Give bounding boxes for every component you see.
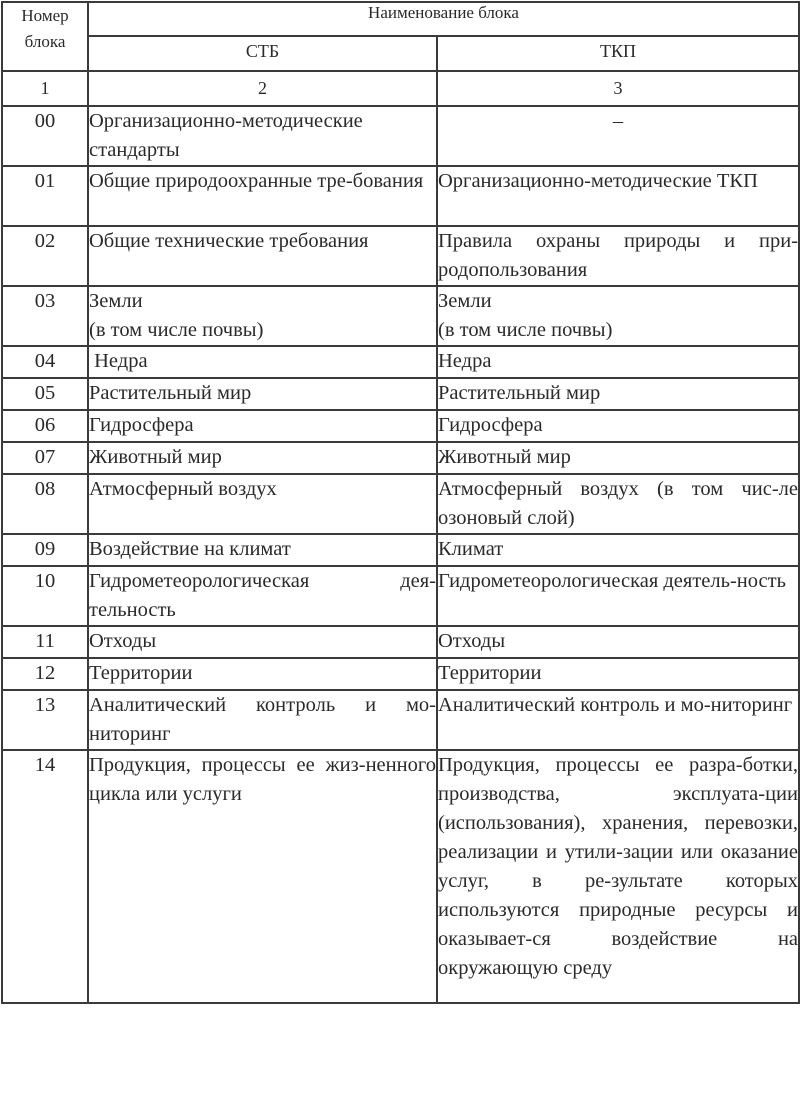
block-code: 02: [2, 226, 88, 286]
table-row: [2, 410, 799, 442]
block-stb: Аналитический контроль и мо-ниторинг: [88, 690, 437, 750]
block-stb: Гидрометеорологическая дея-тельность: [88, 566, 437, 626]
blocks-table: [1, 1, 800, 1004]
block-tkp: Продукция, процессы ее разра-ботки, производства, эксплуата-ции (использования), хранения, перевозки, реализации и утили-зации или оказание услуг, в ре-зультате которых используются природные ресурсы и оказывает-ся воздействие на окружающую среду: [437, 750, 799, 1003]
header-row: [2, 2, 799, 36]
block-tkp: Атмосферный воздух (в том чис-ле озоновый слой): [437, 474, 799, 534]
table-row: [2, 346, 799, 378]
block-stb: Растительный мир: [88, 378, 437, 410]
block-tkp: Недра: [437, 346, 799, 378]
table-row: [2, 566, 799, 626]
table-row: [2, 690, 799, 750]
column-index: 2: [88, 71, 437, 106]
block-code: 08: [2, 474, 88, 534]
column-index-row: [2, 71, 799, 106]
block-tkp: –: [437, 106, 799, 166]
block-code: 09: [2, 534, 88, 566]
block-code: 06: [2, 410, 88, 442]
block-stb: Территории: [88, 658, 437, 690]
block-tkp: Гидрометеорологическая деятель-ность: [437, 566, 799, 626]
table-row: [2, 442, 799, 474]
block-tkp: Организационно-методические ТКП: [437, 166, 799, 226]
block-stb: Животный мир: [88, 442, 437, 474]
subheader-row: [2, 36, 799, 71]
block-code: 13: [2, 690, 88, 750]
block-tkp: Аналитический контроль и мо-ниторинг: [437, 690, 799, 750]
block-code: 01: [2, 166, 88, 226]
block-code: 07: [2, 442, 88, 474]
block-tkp: Растительный мир: [437, 378, 799, 410]
block-tkp: Территории: [437, 658, 799, 690]
block-stb: Организационно-методические стандарты: [88, 106, 437, 166]
table-row: [2, 626, 799, 658]
block-tkp: Гидросфера: [437, 410, 799, 442]
block-stb: Общие природоохранные тре-бования: [88, 166, 437, 226]
block-tkp: Земли (в том числе почвы): [437, 286, 799, 346]
block-stb: Недра: [88, 346, 437, 378]
block-code: 10: [2, 566, 88, 626]
header-name: Наименование блока: [88, 2, 799, 36]
block-stb: Земли (в том числе почвы): [88, 286, 437, 346]
block-code: 00: [2, 106, 88, 166]
table-row: [2, 286, 799, 346]
table-row: [2, 166, 799, 226]
table-row: [2, 658, 799, 690]
block-code: 14: [2, 750, 88, 1003]
block-stb: Общие технические требования: [88, 226, 437, 286]
block-code: 12: [2, 658, 88, 690]
header-number: Номер блока: [2, 2, 88, 71]
table-row: [2, 226, 799, 286]
column-index: 3: [437, 71, 799, 106]
block-stb: Атмосферный воздух: [88, 474, 437, 534]
block-stb: Продукция, процессы ее жиз-ненного цикла или услуги: [88, 750, 437, 1003]
header-stb: СТБ: [88, 36, 437, 71]
table-row: [2, 474, 799, 534]
column-index: 1: [2, 71, 88, 106]
block-code: 03: [2, 286, 88, 346]
table-row: [2, 750, 799, 1003]
block-tkp: Животный мир: [437, 442, 799, 474]
table-row: [2, 106, 799, 166]
block-tkp: Отходы: [437, 626, 799, 658]
table-row: [2, 534, 799, 566]
block-tkp: Правила охраны природы и при-родопользования: [437, 226, 799, 286]
block-code: 11: [2, 626, 88, 658]
block-stb: Отходы: [88, 626, 437, 658]
block-code: 04: [2, 346, 88, 378]
block-stb: Воздействие на климат: [88, 534, 437, 566]
table-row: [2, 378, 799, 410]
block-stb: Гидросфера: [88, 410, 437, 442]
block-tkp: Климат: [437, 534, 799, 566]
header-tkp: ТКП: [437, 36, 799, 71]
block-code: 05: [2, 378, 88, 410]
